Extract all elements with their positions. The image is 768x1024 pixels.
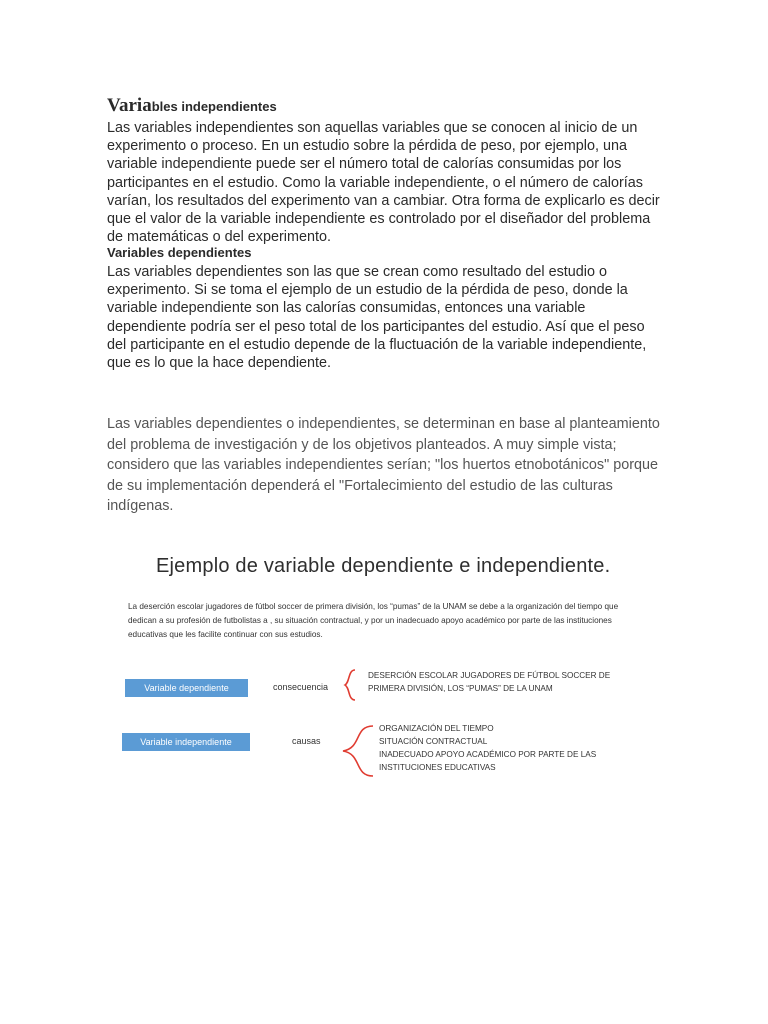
left-brace-icon (342, 668, 358, 702)
example-figure (120, 548, 640, 788)
dependent-outcome-list (368, 669, 638, 695)
list-line: DESERCIÓN ESCOLAR JUGADORES DE FÚTBOL SOCCER DE (368, 671, 611, 680)
consequence-label: consecuencia (273, 682, 329, 692)
dependent-variable-box: Variable dependiente (125, 679, 248, 697)
causes-label: causas (292, 736, 321, 746)
paragraph-conclusion: Las variables dependientes o independientes, se determinan en base al planteamiento del problema de investigación y de los objetivos planteados. A muy simple vista; considero que las variables independientes serían; "los huertos etnobotánicos" porque de su implementación dependerá el "Fortalecimiento del estudio de las culturas indígenas. (107, 416, 660, 515)
figure-description: La deserción escolar jugadores de fútbol soccer de primera división, los “pumas” de la UNAM se debe a la organización del tiempo que dedican a su profesión de futbolistas a , su situación contractual, y por un inadecuado apoyo académico por parte de las instituciones educativas que les facilite continuar con sus estudios. (128, 602, 619, 639)
list-line: INSTITUCIONES EDUCATIVAS (379, 763, 496, 772)
left-brace-icon (340, 724, 376, 778)
heading-small-part: bles independientes (151, 99, 277, 114)
section-heading-dependent: Variables dependientes (107, 245, 252, 260)
section-heading-independent (107, 95, 277, 117)
independent-variable-box: Variable independiente (122, 733, 250, 751)
independent-causes-list (379, 722, 639, 774)
list-line: PRIMERA DIVISIÓN, LOS “PUMAS” DE LA UNAM (368, 684, 553, 693)
paragraph-independent: Las variables independientes son aquellas variables que se conocen al inicio de un experimento o proceso. En un estudio sobre la pérdida de peso, por ejemplo, una variable independiente puede ser el número total de calorías consumidas por los participantes en el estudio. Como la variable independiente, o el número de calorías varían, los resultados del experimento van a cambiar. Otra forma de explicarlo es decir que el valor de la variable independiente es controlado por el diseñador del problema de matemáticas o del experimento. (107, 120, 660, 246)
paragraph-dependent: Las variables dependientes son las que se crean como resultado del estudio o experimento. Si se toma el ejemplo de un estudio de la pérdida de peso, donde la variable independiente son las calorías consumidas, entonces una variable dependiente podría ser el peso total de los participantes del estudio. Así que el peso del participante en el estudio depende de la fluctuación de la variable independiente, que es lo que la hace dependiente. (107, 264, 647, 372)
heading-large-part: Varia (107, 95, 152, 116)
list-line: INADECUADO APOYO ACADÉMICO POR PARTE DE LAS (379, 750, 597, 759)
figure-title: Ejemplo de variable dependiente e independiente. (156, 555, 611, 577)
list-line: ORGANIZACIÓN DEL TIEMPO (379, 724, 494, 733)
list-line: SITUACIÓN CONTRACTUAL (379, 737, 488, 746)
